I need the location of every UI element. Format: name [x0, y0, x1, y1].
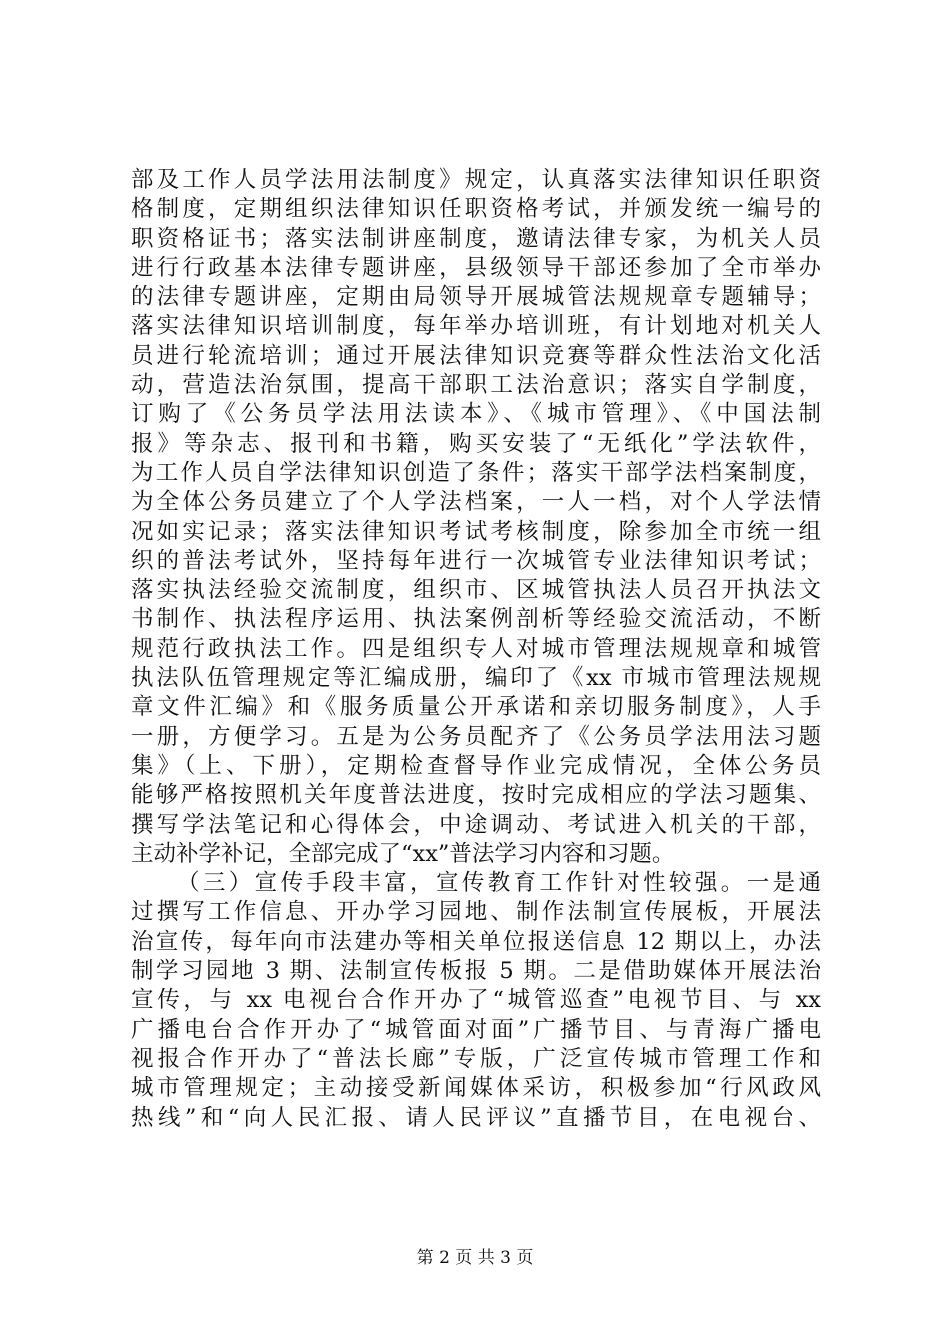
text-line: 书制作、执法程序运用、执法案例剖析等经验交流活动，不断 [131, 606, 821, 633]
text-line: 能够严格按照机关年度普法进度，按时完成相应的学法习题集、 [131, 782, 821, 809]
page-number: 第 2 页 共 3 页 [416, 1248, 534, 1268]
page-footer [0, 1247, 950, 1269]
body-text [131, 166, 821, 1133]
text-line: 进行行政基本法律专题讲座，县级领导干部还参加了全市举办 [131, 254, 821, 281]
text-line: 职资格证书；落实法制讲座制度，邀请法律专家，为机关人员 [131, 225, 821, 252]
text-line: 集》（上、下册），定期检查督导作业完成情况，全体公务员 [131, 752, 821, 779]
paragraph-start-line: （三）宣传手段丰富，宣传教育工作针对性较强。一是通 [177, 870, 821, 897]
text-line: 格制度，定期组织法律知识任职资格考试，并颁发统一编号的 [131, 196, 821, 223]
text-line: 执法队伍管理规定等汇编成册，编印了《xx 市城市管理法规规 [131, 665, 821, 692]
text-line: 热线”和“向人民汇报、请人民评议”直播节目，在电视台、 [131, 1104, 821, 1131]
text-line: 城市管理规定；主动接受新闻媒体采访，积极参加“行风政风 [131, 1075, 821, 1102]
text-line: 规范行政执法工作。四是组织专人对城市管理法规规章和城管 [131, 635, 821, 662]
text-line: 宣传，与 xx 电视台合作开办了“城管巡查”电视节目、与 xx [131, 987, 821, 1014]
text-line: 落实执法经验交流制度，组织市、区城管执法人员召开执法文 [131, 577, 821, 604]
text-line: 动，营造法治氛围，提高干部职工法治意识；落实自学制度， [131, 372, 821, 399]
text-line: 员进行轮流培训；通过开展法律知识竞赛等群众性法治文化活 [131, 342, 821, 369]
text-line: 广播电台合作开办了“城管面对面”广播节目、与青海广播电 [131, 1016, 821, 1043]
text-line: 治宣传，每年向市法建办等相关单位报送信息 12 期以上，办法 [131, 928, 821, 955]
text-line: 一册，方便学习。五是为公务员配齐了《公务员学法用法习题 [131, 723, 821, 750]
text-line: 制学习园地 3 期、法制宣传板报 5 期。二是借助媒体开展法治 [131, 958, 821, 985]
text-line: 为工作人员自学法律知识创造了条件；落实干部学法档案制度， [131, 459, 821, 486]
text-line: 视报合作开办了“普法长廊”专版，广泛宣传城市管理工作和 [131, 1045, 821, 1072]
text-line: 报》等杂志、报刊和书籍，购买安装了“无纸化”学法软件， [131, 430, 821, 457]
text-line: 织的普法考试外，坚持每年进行一次城管专业法律知识考试； [131, 547, 821, 574]
text-line: 撰写学法笔记和心得体会，中途调动、考试进入机关的干部， [131, 811, 821, 838]
text-line: 的法律专题讲座，定期由局领导开展城管法规规章专题辅导； [131, 284, 821, 311]
text-line: 况如实记录；落实法律知识考试考核制度，除参加全市统一组 [131, 518, 821, 545]
text-line: 部及工作人员学法用法制度》规定，认真落实法律知识任职资 [131, 167, 821, 193]
text-line: 章文件汇编》和《服务质量公开承诺和亲切服务制度》，人手 [131, 694, 821, 721]
text-line: 为全体公务员建立了个人学法档案，一人一档，对个人学法情 [131, 489, 821, 516]
text-line: 过撰写工作信息、开办学习园地、制作法制宣传展板，开展法 [131, 899, 821, 926]
text-line: 落实法律知识培训制度，每年举办培训班，有计划地对机关人 [131, 313, 821, 340]
text-line: 主动补学补记，全部完成了“xx”普法学习内容和习题。 [131, 840, 675, 867]
text-line: 订购了《公务员学法用法读本》、《城市管理》、《中国法制 [131, 401, 821, 428]
